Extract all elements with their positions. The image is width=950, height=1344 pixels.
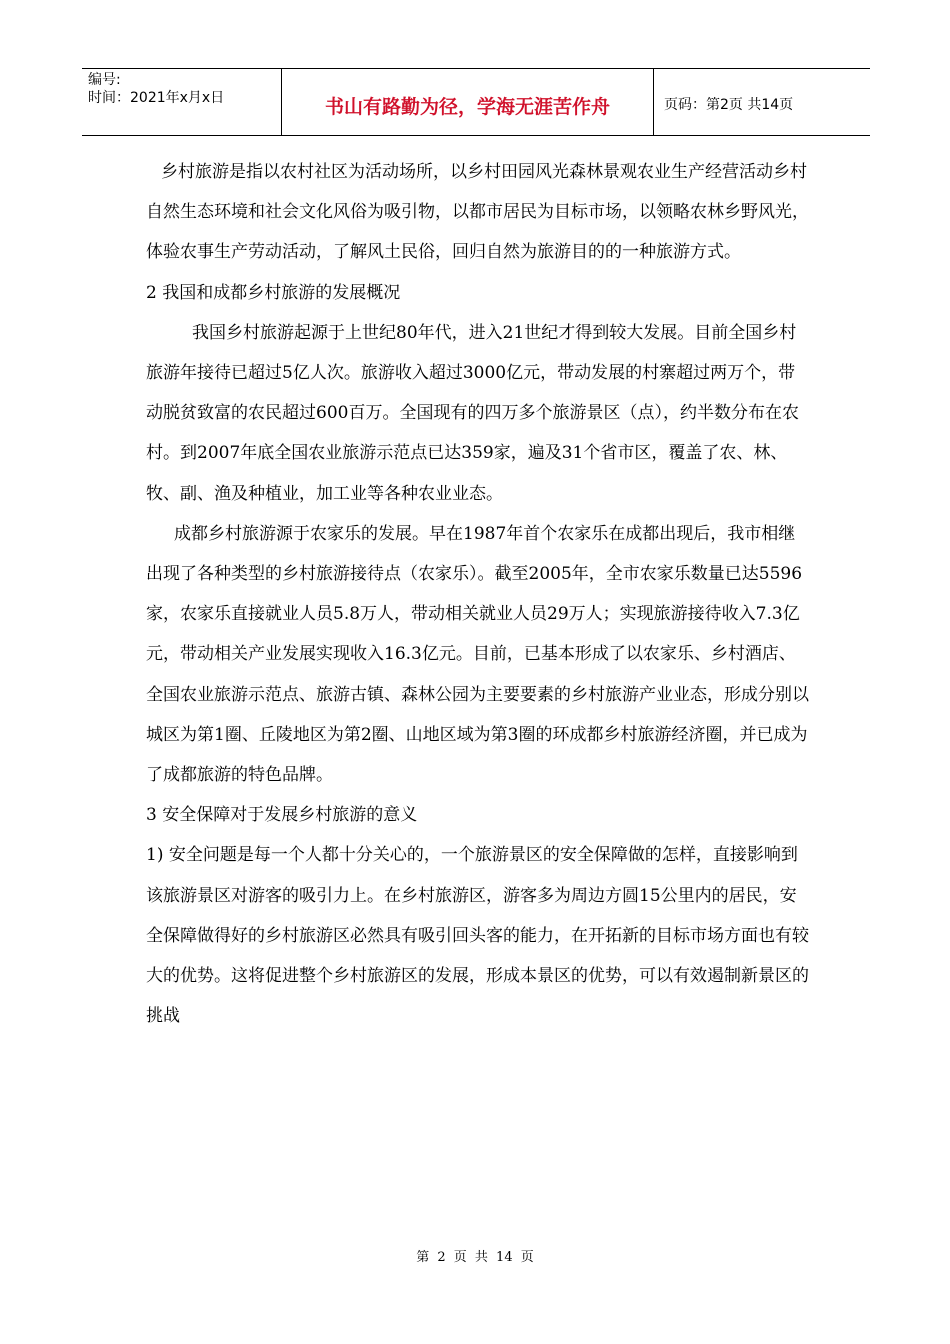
- paragraph-chengdu-overview: 成都乡村旅游源于农家乐的发展。早在1987年首个农家乐在成都出现后，我市相继出现了各种类型的乡村旅游接待点（农家乐）。截至2005年，全市农家乐数量已达5596家，农家乐直接就业人员5.8万人，带动相关就业人员29万人；实现旅游接待收入7.3亿元，带动相关产业发展实现收入16.3亿元。目前，已基本形成了以农家乐、乡村酒店、全国农业旅游示范点、旅游古镇、森林公园为主要要素的乡村旅游产业业态，形成分别以城区为第1圈、丘陵地区为第2圈、山地区域为第3圈的环成都乡村旅游经济圈，并已成为了成都旅游的特色品牌。: [146, 523, 809, 786]
- paragraph-national-overview: 我国乡村旅游起源于上世纪80年代，进入21世纪才得到较大发展。目前全国乡村旅游年接待已超过5亿人次。旅游收入超过3000亿元，带动发展的村寨超过两万个，带动脱贫致富的农民超过600百万。全国现有的四万多个旅游景区（点），约半数分布在农村。到2007年底全国农业旅游示范点已达359家，遍及31个省市区，覆盖了农、林、牧、副、渔及种植业，加工业等各种农业业态。: [146, 322, 799, 504]
- paragraph-safety-point-1: 1) 安全问题是每一个人都十分关心的，一个旅游景区的安全保障做的怎样，直接影响到该旅游景区对游客的吸引力上。在乡村旅游区，游客多为周边方圆15公里内的居民，安全保障做得好的乡村旅游区必然具有吸引回头客的能力，在开拓新的目标市场方面也有较大的优势。这将促进整个乡村旅游区的发展，形成本景区的优势，可以有效遏制新景区的挑战: [146, 845, 809, 1027]
- header-page-code: 页码：第2页 共14页: [664, 97, 794, 113]
- header-meta: [82, 69, 282, 135]
- page-footer: 第 2 页 共 14 页: [416, 1250, 534, 1265]
- document-header: [82, 68, 870, 136]
- section-heading-3: 3 安全保障对于发展乡村旅游的意义: [146, 805, 418, 826]
- header-motto: 书山有路勤为径，学海无涯苦作舟: [282, 69, 654, 135]
- paragraph-definition: 乡村旅游是指以农村社区为活动场所，以乡村田园风光森林景观农业生产经营活动乡村自然生态环境和社会文化风俗为吸引物，以都市居民为目标市场，以领略农林乡野风光，体验农事生产劳动活动，了解风土民俗，回归自然为旅游目的的一种旅游方式。: [146, 162, 809, 263]
- document-time-label: 时间：2021年x月x日: [88, 90, 225, 106]
- document-number-label: 编号:: [88, 72, 121, 88]
- section-heading-2: 2 我国和成都乡村旅游的发展概况: [146, 282, 401, 303]
- document-body: [146, 152, 810, 1036]
